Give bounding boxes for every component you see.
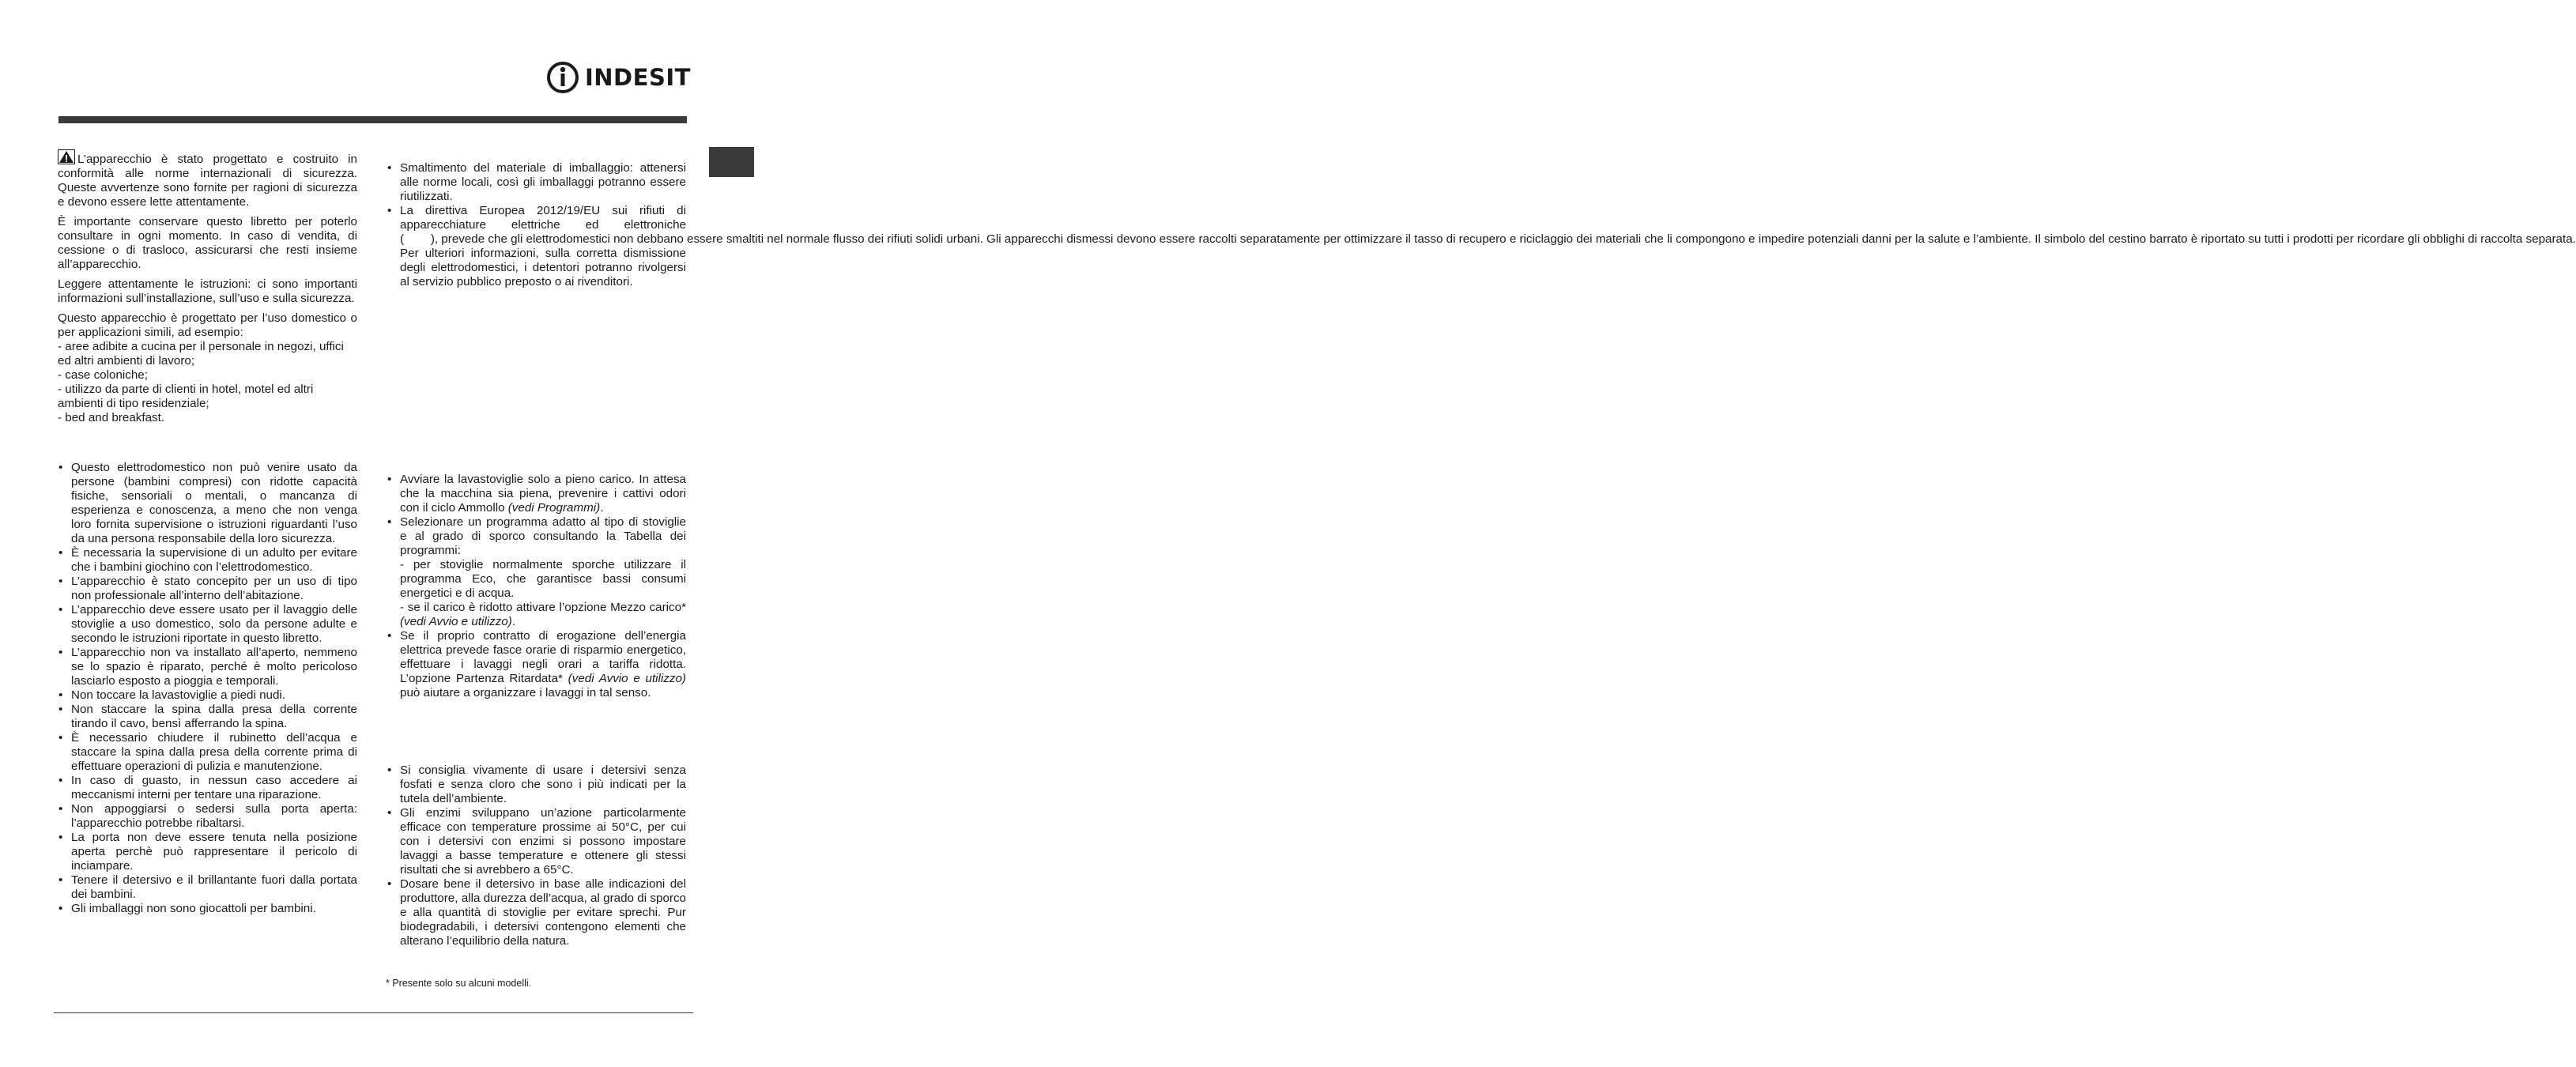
saving-list: [387, 473, 686, 700]
language-tab-marker: [709, 147, 754, 177]
saving-section: [387, 473, 686, 700]
safety-item: • Non appoggiarsi o sedersi sulla porta aperta: l’apparecchio potrebbe ribaltarsi.: [58, 802, 357, 831]
disposal-section: [387, 161, 2576, 289]
use-case-item: - aree adibite a cucina per il personale in negozi, uffici ed altri ambienti di lavoro;: [58, 340, 344, 368]
intro-paragraph-1: L’apparecchio è stato progettato e costruito in conformità alle norme internazionali di sicurezza. Queste avvertenze sono fornite per ragioni di sicurezza e devono essere lette attentamente.: [58, 149, 357, 209]
safety-item: • Gli imballaggi non sono giocattoli per bambini.: [58, 902, 357, 916]
use-case-item: - case coloniche;: [58, 368, 148, 382]
safety-item: • È necessaria la supervisione di un adulto per evitare che i bambini giochino con l’elettrodomestico.: [58, 546, 357, 575]
detergent-list: [387, 763, 686, 948]
safety-item: • È necessario chiudere il rubinetto dell’acqua e staccare la spina dalla presa della corrente prima di effettuare operazioni di pulizia e manutenzione.: [58, 731, 357, 774]
indesit-logo-icon: [545, 60, 580, 95]
safety-list: [58, 461, 357, 916]
safety-item: • L’apparecchio è stato concepito per un uso di tipo non professionale all’interno dell’abitazione.: [58, 575, 357, 603]
cross-reference: (vedi Avvio e utilizzo): [400, 615, 512, 628]
safety-item: • In caso di guasto, in nessun caso accedere ai meccanismi interni per tentare una riparazione.: [58, 774, 357, 802]
header-rule: [58, 116, 687, 123]
footer-rule: [54, 1012, 693, 1013]
cross-reference: (vedi Avvio e utilizzo): [568, 672, 686, 685]
saving-item: • Selezionare un programma adatto al tipo di stoviglie e al grado di sporco consultando la Tabella dei programmi: - per stoviglie normalmente sporche utilizzare il programma Eco, che garantisce bassi consumi energetici e di acqua. - se il carico è ridotto attivare l’opzione Mezzo carico* (vedi Avvio e utilizzo).: [387, 515, 686, 629]
intro-paragraph-4: Questo apparecchio è progettato per l’uso domestico o per applicazioni simili, ad esempio: - aree adibite a cucina per il personale in negozi, uffici ed altri ambienti di lavoro; - case coloniche; - utilizzo da parte di clienti in hotel, motel ed altri ambienti di tipo residenziale; - bed and breakfast.: [58, 311, 357, 424]
detergent-item: • Dosare bene il detersivo in base alle indicazioni del produttore, alla durezza dell’acqua, al grado di sporco e alla quantità di stoviglie per evitare sprechi. Pur biodegradabili, i detersivi contengono elementi che alterano l’equilibrio della natura.: [387, 877, 686, 948]
intro-section: [58, 149, 357, 431]
detergent-item: • Si consiglia vivamente di usare i detersivi senza fosfati e senza cloro che sono i più indicati per la tutela dell’ambiente.: [387, 763, 686, 806]
saving-item: • Se il proprio contratto di erogazione dell’energia elettrica prevede fasce orarie di risparmio energetico, effettuare i lavaggi negli orari a tariffa ridotta. L’opzione Partenza Ritardata* (vedi Avvio e utilizzo) può aiutare a organizzare i lavaggi in tal senso.: [387, 629, 686, 700]
safety-item: • Non staccare la spina dalla presa della corrente tirando il cavo, bensì afferrando la spina.: [58, 703, 357, 731]
cross-reference: (vedi Programmi): [507, 501, 601, 515]
intro-paragraph-2: È importante conservare questo libretto per poterlo consultare in ogni momento. In caso di vendita, di cessione o di trasloco, assicurarsi che resti insieme all’apparecchio.: [58, 215, 357, 271]
safety-section: [58, 461, 357, 916]
detergent-item: • Gli enzimi sviluppano un’azione particolarmente efficace con temperature prossime ai 50°C, per cui con i detersivi con enzimi si possono impostare lavaggi a basse temperature e ottenere gli stessi risultati che si avrebbero a 65°C.: [387, 806, 686, 877]
safety-item: • Tenere il detersivo e il brillantante fuori dalla portata dei bambini.: [58, 873, 357, 902]
safety-item: • Non toccare la lavastoviglie a piedi nudi.: [58, 688, 357, 703]
disposal-item: • La direttiva Europea 2012/19/EU sui rifiuti di apparecchiature elettriche ed elettroniche ( ), prevede che gli elettrodomestici non debbano essere smaltiti nel normale flusso dei rifiuti solidi urbani. Gli apparecchi dismessi devono essere raccolti separatamente per ottimizzare il tasso di recupero e riciclaggio dei materiali che li compongono e impedire potenziali danni per la salute e l’ambiente. Il simbolo del cestino barrato è riportato su tutti i prodotti per ricordare gli obblighi di raccolta separata. Per ulteriori informazioni, sulla corretta dismissione degli elettrodomestici, i detentori potranno rivolgersi al servizio pubblico preposto o ai rivenditori.: [387, 204, 686, 289]
detergent-section: [387, 763, 686, 948]
safety-item: • L’apparecchio deve essere usato per il lavaggio delle stoviglie a uso domestico, solo da persone adulte e secondo le istruzioni riportate in questo libretto.: [58, 603, 357, 646]
safety-item: • L’apparecchio non va installato all’aperto, nemmeno se lo spazio è riparato, perché è molto pericoloso lasciarlo esposto a pioggia e temporali.: [58, 646, 357, 688]
footnote: * Presente solo su alcuni modelli.: [386, 978, 532, 989]
use-case-item: - bed and breakfast.: [58, 411, 165, 424]
use-case-item: - utilizzo da parte di clienti in hotel, motel ed altri ambienti di tipo residenziale;: [58, 383, 314, 410]
indesit-logo: [545, 60, 691, 95]
safety-item: • Questo elettrodomestico non può venire usato da persone (bambini compresi) con ridotte capacità fisiche, sensoriali o mentali, o mancanza di esperienza e conoscenza, a meno che non venga loro fornita supervisione o istruzioni riguardanti l’uso da una persona responsabile della loro sicurezza.: [58, 461, 357, 546]
logo-wordmark: INDESIT: [585, 64, 691, 91]
disposal-list: [387, 161, 2576, 289]
disposal-item: • Smaltimento del materiale di imballaggio: attenersi alle norme locali, così gli imballaggi potranno essere riutilizzati.: [387, 161, 686, 204]
intro-paragraph-3: Leggere attentamente le istruzioni: ci sono importanti informazioni sull’installazione, sull’uso e sulla sicurezza.: [58, 277, 357, 305]
safety-item: • La porta non deve essere tenuta nella posizione aperta perchè può rappresentare il pericolo di inciampare.: [58, 831, 357, 873]
warning-icon: [58, 149, 75, 164]
saving-item: • Avviare la lavastoviglie solo a pieno carico. In attesa che la macchina sia piena, prevenire i cattivi odori con il ciclo Ammollo (vedi Programmi).: [387, 473, 686, 515]
